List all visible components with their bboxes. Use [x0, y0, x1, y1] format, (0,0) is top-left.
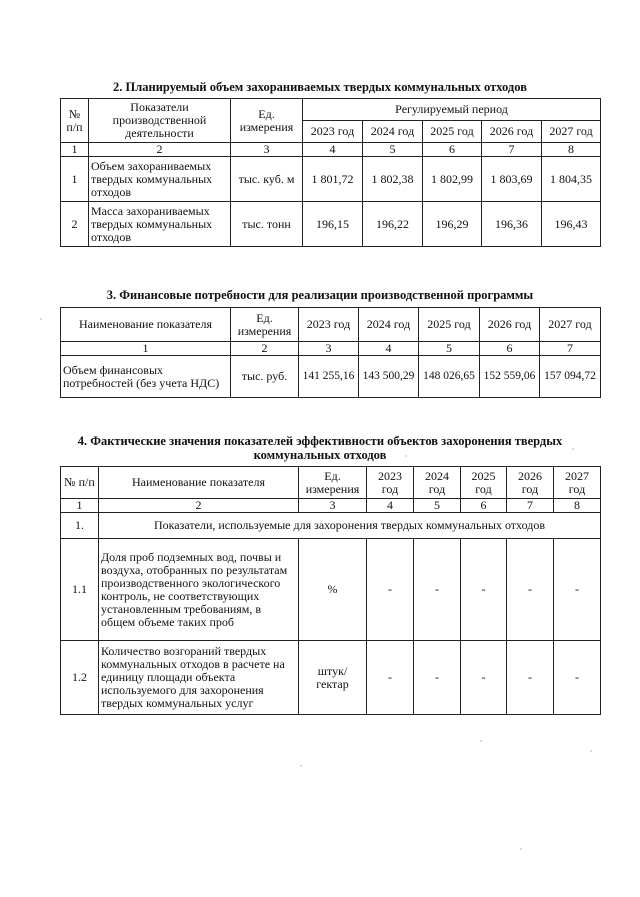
row-name: Объем захораниваемых твердых коммунальных отходов [89, 157, 231, 202]
index-cell: 6 [423, 143, 482, 157]
index-cell: 1 [61, 143, 89, 157]
row-value: - [367, 539, 414, 641]
index-cell: 6 [480, 342, 540, 356]
col-header-year: 2024 год [363, 121, 423, 143]
col-header-year: 2027 год [554, 467, 601, 499]
row-value: - [507, 641, 554, 715]
index-row [61, 143, 601, 157]
index-cell: 4 [367, 499, 414, 513]
col-header-indicator: Наименование показателя [99, 467, 299, 499]
col-header-indicator: Наименование показателя [61, 308, 231, 342]
row-value: 196,22 [363, 202, 423, 247]
index-cell: 5 [363, 143, 423, 157]
section3-table [60, 307, 601, 398]
col-header-year: 2024 год [414, 467, 461, 499]
row-unit: тыс. тонн [231, 202, 303, 247]
col-header-period: Регулируемый период [303, 99, 601, 121]
col-header-year: 2027 год [540, 308, 601, 342]
row-name: Доля проб подземных вод, почвы и воздуха, отобранных по результатам производственного экологического контроль, не соответствующих установленным требованиям, в общем объеме таких проб [99, 539, 299, 641]
col-header-num: № п/п [61, 467, 99, 499]
col-header-year: 2023 год [367, 467, 414, 499]
row-value: - [554, 539, 601, 641]
col-header-num: № п/п [61, 99, 89, 143]
col-header-year: 2025 год [423, 121, 482, 143]
index-row [61, 342, 601, 356]
index-cell: 1 [61, 499, 99, 513]
table-row [61, 356, 601, 398]
row-value: 141 255,16 [299, 356, 359, 398]
index-cell: 7 [540, 342, 601, 356]
scan-speck [520, 848, 522, 850]
table-row [61, 157, 601, 202]
row-name: Объем финансовых потребностей (без учета НДС) [61, 356, 231, 398]
col-header-unit: Ед. измерения [299, 467, 367, 499]
row-value: 196,15 [303, 202, 363, 247]
group-label: Показатели, используемые для захоронения твердых коммунальных отходов [99, 513, 601, 539]
section4-title-line2: коммунальных отходов [253, 448, 387, 462]
section3-title: 3. Финансовые потребности для реализации производственной программы [106, 288, 534, 302]
row-unit: тыс. куб. м [231, 157, 303, 202]
group-num: 1. [61, 513, 99, 539]
col-header-year: 2025 год [461, 467, 507, 499]
row-value: - [461, 539, 507, 641]
table-row [61, 539, 601, 641]
col-header-year: 2023 год [299, 308, 359, 342]
col-header-year: 2024 год [359, 308, 419, 342]
row-num: 1.1 [61, 539, 99, 641]
row-value: 148 026,65 [419, 356, 480, 398]
index-cell: 2 [231, 342, 299, 356]
row-value: 1 803,69 [482, 157, 542, 202]
col-header-year: 2026 год [507, 467, 554, 499]
row-value: - [367, 641, 414, 715]
index-cell: 2 [89, 143, 231, 157]
row-value: 1 801,72 [303, 157, 363, 202]
col-header-unit: Ед. измерения [231, 308, 299, 342]
index-cell: 4 [303, 143, 363, 157]
index-cell: 7 [507, 499, 554, 513]
row-value: - [554, 641, 601, 715]
index-cell: 3 [299, 499, 367, 513]
col-header-unit: Ед. измерения [231, 99, 303, 143]
row-num: 2 [61, 202, 89, 247]
section2-title: 2. Планируемый объем захораниваемых твердых коммунальных отходов [113, 80, 527, 94]
section2-table [60, 98, 601, 247]
row-value: - [414, 641, 461, 715]
row-unit: тыс. руб. [231, 356, 299, 398]
index-cell: 8 [542, 143, 601, 157]
row-value: 1 802,38 [363, 157, 423, 202]
index-cell: 3 [299, 342, 359, 356]
col-header-year: 2027 год [542, 121, 601, 143]
row-value: 196,29 [423, 202, 482, 247]
group-row [61, 513, 601, 539]
row-value: - [507, 539, 554, 641]
row-value: 152 559,06 [480, 356, 540, 398]
scan-speck [480, 740, 482, 742]
row-value: 196,43 [542, 202, 601, 247]
index-cell: 8 [554, 499, 601, 513]
row-num: 1 [61, 157, 89, 202]
table-row [61, 641, 601, 715]
row-value: 143 500,29 [359, 356, 419, 398]
row-unit: штук/ гектар [299, 641, 367, 715]
index-cell: 5 [419, 342, 480, 356]
scan-speck [300, 765, 302, 767]
index-cell: 6 [461, 499, 507, 513]
index-cell: 4 [359, 342, 419, 356]
row-unit: % [299, 539, 367, 641]
index-row [61, 499, 601, 513]
index-cell: 3 [231, 143, 303, 157]
row-name: Масса захораниваемых твердых коммунальных отходов [89, 202, 231, 247]
table-row [61, 202, 601, 247]
col-header-year: 2026 год [482, 121, 542, 143]
row-value: 1 804,35 [542, 157, 601, 202]
col-header-indicator: Показатели производственной деятельности [89, 99, 231, 143]
row-value: 157 094,72 [540, 356, 601, 398]
index-cell: 2 [99, 499, 299, 513]
index-cell: 7 [482, 143, 542, 157]
row-name: Количество возгораний твердых коммунальных отходов в расчете на единицу площади объекта используемого для захоронения твердых коммунальных услуг [99, 641, 299, 715]
row-value: 196,36 [482, 202, 542, 247]
scan-speck [40, 318, 42, 320]
row-num: 1.2 [61, 641, 99, 715]
col-header-year: 2026 год [480, 308, 540, 342]
index-cell: 5 [414, 499, 461, 513]
index-cell: 1 [61, 342, 231, 356]
scan-speck [590, 750, 592, 752]
row-value: 1 802,99 [423, 157, 482, 202]
col-header-year: 2025 год [419, 308, 480, 342]
row-value: - [461, 641, 507, 715]
section4-title-line1: 4. Фактические значения показателей эффективности объектов захоронения твердых [77, 434, 563, 448]
section4-title [0, 434, 640, 462]
col-header-year: 2023 год [303, 121, 363, 143]
row-value: - [414, 539, 461, 641]
section4-table [60, 466, 601, 715]
